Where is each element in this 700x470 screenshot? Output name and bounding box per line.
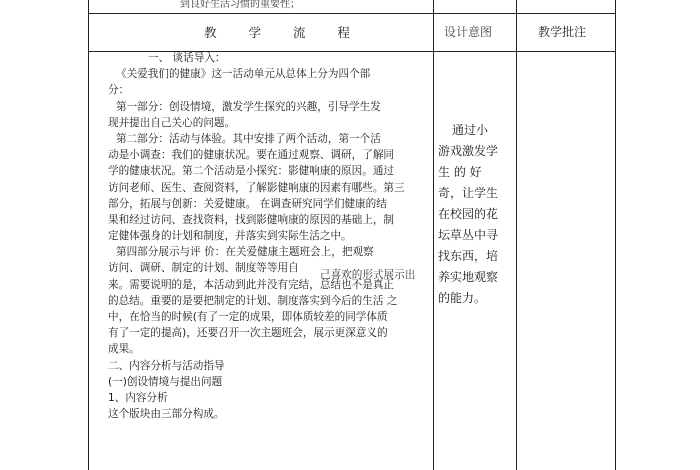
table-right-border: [615, 0, 616, 470]
paragraph-line: 这个版块由三部分构成。: [108, 408, 225, 421]
paragraph-line: 成果。: [108, 343, 140, 356]
previous-row-text: 到良好生活习惯的重要性；: [180, 0, 300, 10]
design-intent-line: 奇，让学生: [438, 186, 499, 200]
paragraph-line: 分：: [108, 84, 130, 97]
design-intent-line: 游戏激发学: [438, 144, 499, 158]
paragraph-line: 果和经过访问、查找资料，找到影健响康的原因的基础上，制: [108, 213, 395, 226]
section-heading: 二、内容分析与活动指导: [108, 359, 225, 372]
paragraph-line: 有了一定的提高)，还要召开一次主题班会，展示更深意义的: [108, 327, 388, 340]
header-teaching-process: 教 学 流 程: [204, 25, 364, 40]
design-intent-line: 的能力。: [438, 291, 487, 305]
header-design-intent: 设计意图: [444, 25, 493, 39]
paragraph-line: 定健体强身的计划和制度，并落实到实际生活之中。: [108, 230, 352, 243]
design-intent-line: 找东西，培: [438, 249, 499, 263]
design-intent-line: 在校园的花: [438, 207, 499, 221]
paragraph-line: 动是小调查：我们的健康状况。要在通过观察、调研，了解同: [108, 149, 395, 162]
column-divider-notes: [516, 0, 517, 470]
top-row-border: [88, 13, 616, 14]
lesson-plan-table: [88, 0, 616, 470]
design-intent-line: 通过小: [452, 123, 489, 137]
overlapping-text-fragment: 己喜欢的形式展示出: [320, 269, 416, 282]
paragraph-line: 部分，拓展与创新：关爱健康。 在调查研究同学们健康的结: [108, 197, 387, 210]
paragraph-line: 第二部分：活动与体验。其中安排了两个活动，第一个活: [116, 132, 381, 145]
header-teaching-notes: 教学批注: [538, 25, 587, 39]
table-left-border: [88, 0, 89, 470]
paragraph-line: 学的健康状况。第二个活动是小探究：影健响康的原因。通过: [108, 165, 395, 178]
subsection-heading: (一)创设情境与提出问题: [108, 375, 223, 388]
paragraph-line: [108, 260, 438, 282]
teaching-process-content: [108, 50, 438, 422]
paragraph-line-text: 访问、调研、制定的计划、制度等等用自: [108, 262, 299, 275]
section-heading: 一、 谈话导入：: [148, 52, 226, 64]
paragraph-line: 现并提出自己关心的问题。: [108, 116, 236, 129]
subsection-heading: 1、内容分析: [108, 391, 168, 404]
design-intent-content: [438, 120, 516, 309]
paragraph-line: 访问老师、医生、查阅资料，了解影健响康的因素有哪些。第三: [108, 181, 405, 194]
paragraph-line: 来。需要说明的是，本活动到此并没有完结，总结也不是真正: [108, 278, 395, 291]
paragraph-line: 中，在恰当的时候(有了一定的成果，即体质较差的同学体质: [108, 311, 388, 323]
paragraph-line: 第四部分展示与评 价：在关爱健康主题班会上，把观察: [116, 246, 374, 259]
design-intent-line: 养实地观察: [438, 270, 499, 284]
paragraph-line: 的总结。重要的是要把制定的计划、制度落实到今后的生活 之: [108, 294, 398, 307]
design-intent-line: 生 的 好: [438, 165, 482, 179]
design-intent-line: 坛草丛中寻: [438, 228, 499, 242]
paragraph-line: 《关爱我们的健康》这一活动单元从总体上分为四个部: [116, 68, 371, 81]
paragraph-line: 第一部分：创设情境，激发学生探究的兴趣，引导学生发: [116, 100, 381, 113]
